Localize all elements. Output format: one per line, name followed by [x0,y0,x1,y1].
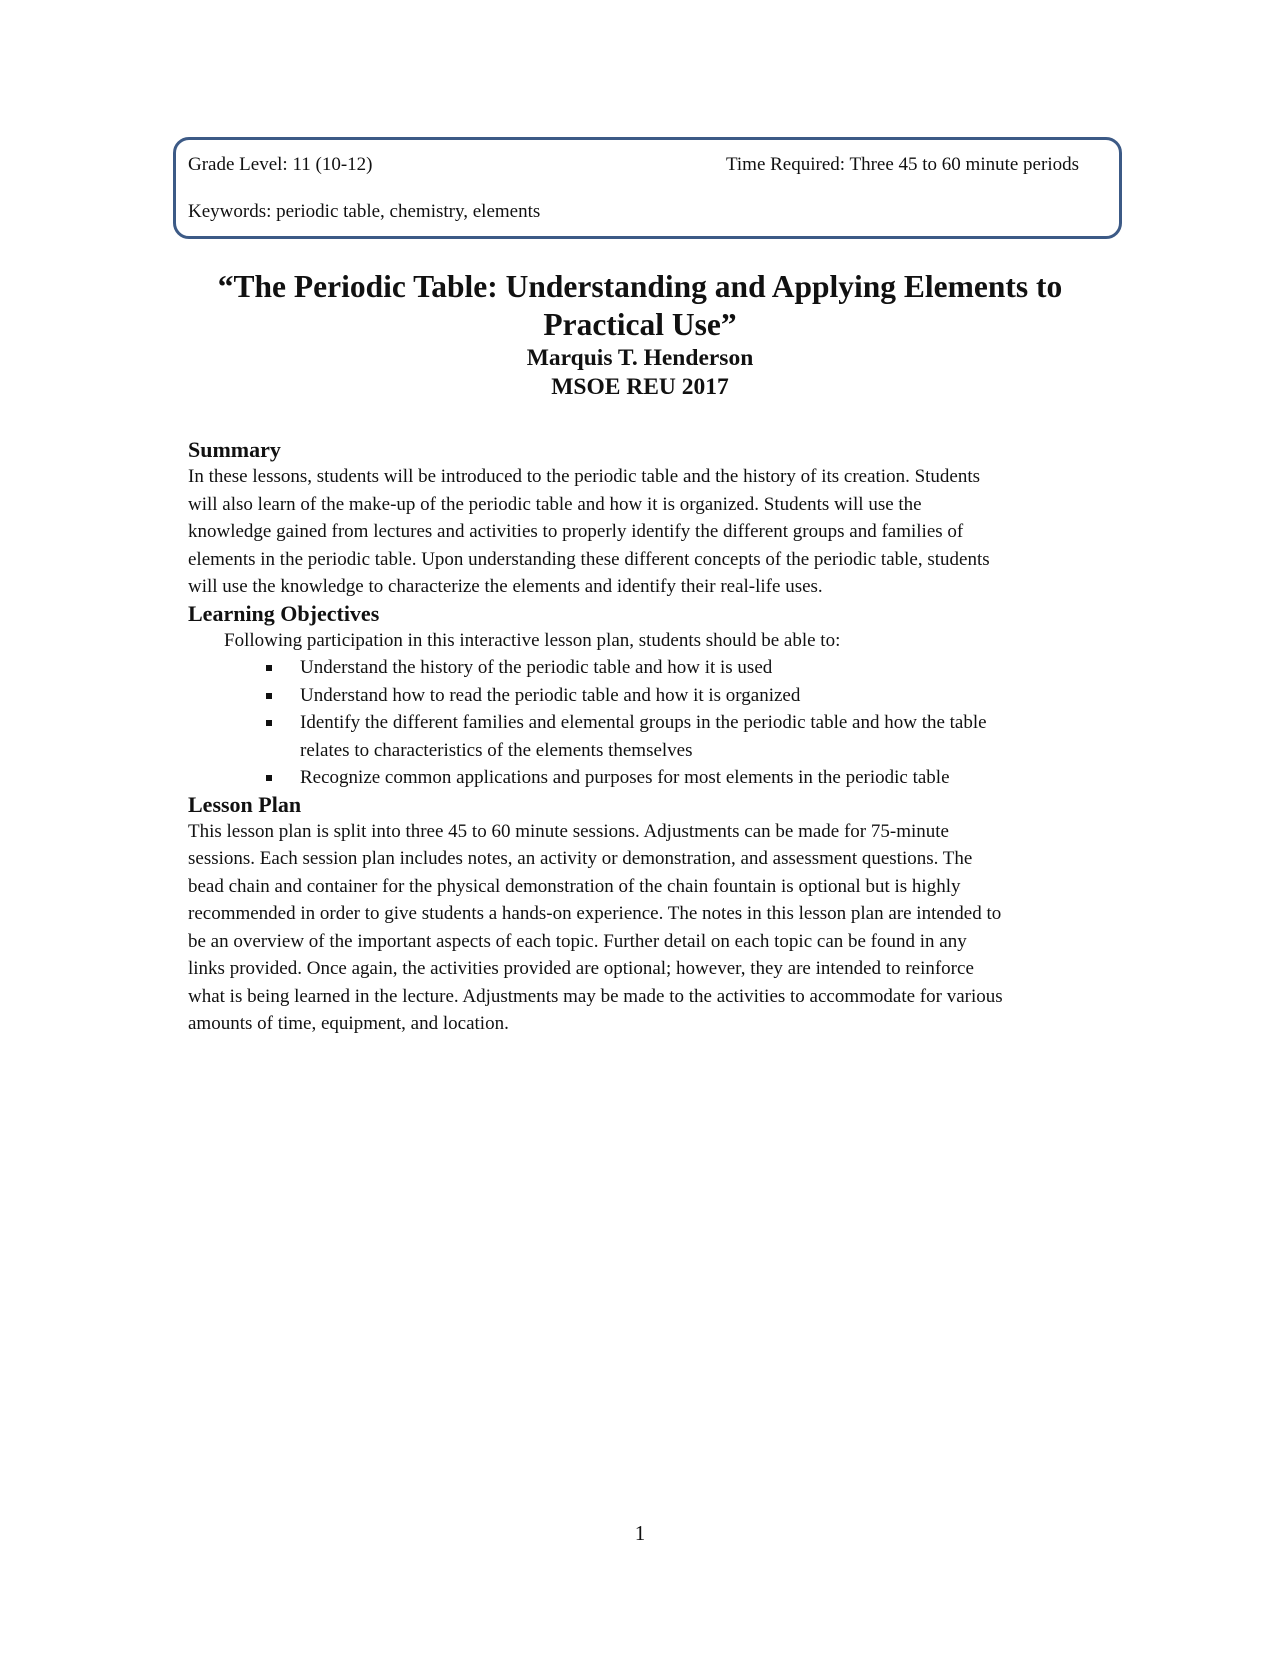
square-bullet-icon [266,693,272,699]
objective-item [188,654,1088,682]
objective-text: Understand how to read the periodic table and how it is organized [300,684,801,706]
objectives-list [188,654,1088,792]
square-bullet-icon [266,720,272,726]
summary-line: will use the knowledge to characterize the elements and identify their real-life uses. [188,576,823,597]
summary-line: In these lessons, students will be introduced to the periodic table and the history of its creation. Students [188,466,981,487]
objective-text: Identify the different families and elemental groups in the periodic table and how the table [300,712,987,733]
title-line-1: “The Periodic Table: Understanding and Applying Elements to [217,269,1063,304]
learning-objectives-heading: Learning Objectives [188,600,380,626]
lesson-plan-line: This lesson plan is split into three 45 to 60 minute sessions. Adjustments can be made for 75-minute [188,820,949,842]
objective-item [188,682,1088,710]
summary-heading: Summary [188,437,281,462]
lesson-plan-line: bead chain and container for the physical demonstration of the chain fountain is optional but is highly [188,875,961,897]
lesson-plan-heading: Lesson Plan [188,791,302,817]
document-body [188,437,1088,1038]
title-block [150,268,1130,402]
summary-line: will also learn of the make-up of the periodic table and how it is organized. Students will use the [188,493,922,515]
objective-item [188,764,1088,792]
summary-paragraph [188,463,1088,601]
lesson-plan-paragraph [188,818,1088,1038]
square-bullet-icon [266,665,272,671]
objective-text: Recognize common applications and purposes for most elements in the periodic table [300,767,950,788]
affiliation: MSOE REU 2017 [551,374,729,400]
keywords: Keywords: periodic table, chemistry, elements [188,201,541,222]
objective-text: Understand the history of the periodic table and how it is used [300,657,773,678]
lesson-plan-line: recommended in order to give students a hands-on experience. The notes in this lesson plan are intended to [188,903,1002,924]
document-title [150,268,1130,344]
lesson-plan-line: links provided. Once again, the activities provided are optional; however, they are intended to reinforce [188,958,974,979]
objective-text: relates to characteristics of the elements themselves [300,739,693,761]
objective-item [188,709,1088,764]
grade-level: Grade Level: 11 (10-12) [188,154,373,175]
time-required: Time Required: Three 45 to 60 minute periods [725,154,1079,175]
page-number: 1 [634,1521,646,1545]
lesson-plan-line: what is being learned in the lecture. Adjustments may be made to the activities to accommodate for various [188,985,1003,1007]
summary-line: elements in the periodic table. Upon understanding these different concepts of the periodic table, students [188,548,990,570]
objectives-intro: Following participation in this interactive lesson plan, students should be able to: [224,629,841,651]
lesson-plan-line: amounts of time, equipment, and location. [188,1013,509,1034]
square-bullet-icon [266,775,272,781]
lesson-plan-line: sessions. Each session plan includes notes, an activity or demonstration, and assessment questions. The [188,848,973,869]
lesson-plan-line: be an overview of the important aspects of each topic. Further detail on each topic can be found in any [188,930,967,952]
author-name: Marquis T. Henderson [526,345,754,371]
summary-line: knowledge gained from lectures and activities to properly identify the different groups and families of [188,521,964,542]
title-line-2: Practical Use” [543,307,737,342]
lesson-info-box [173,137,1122,239]
